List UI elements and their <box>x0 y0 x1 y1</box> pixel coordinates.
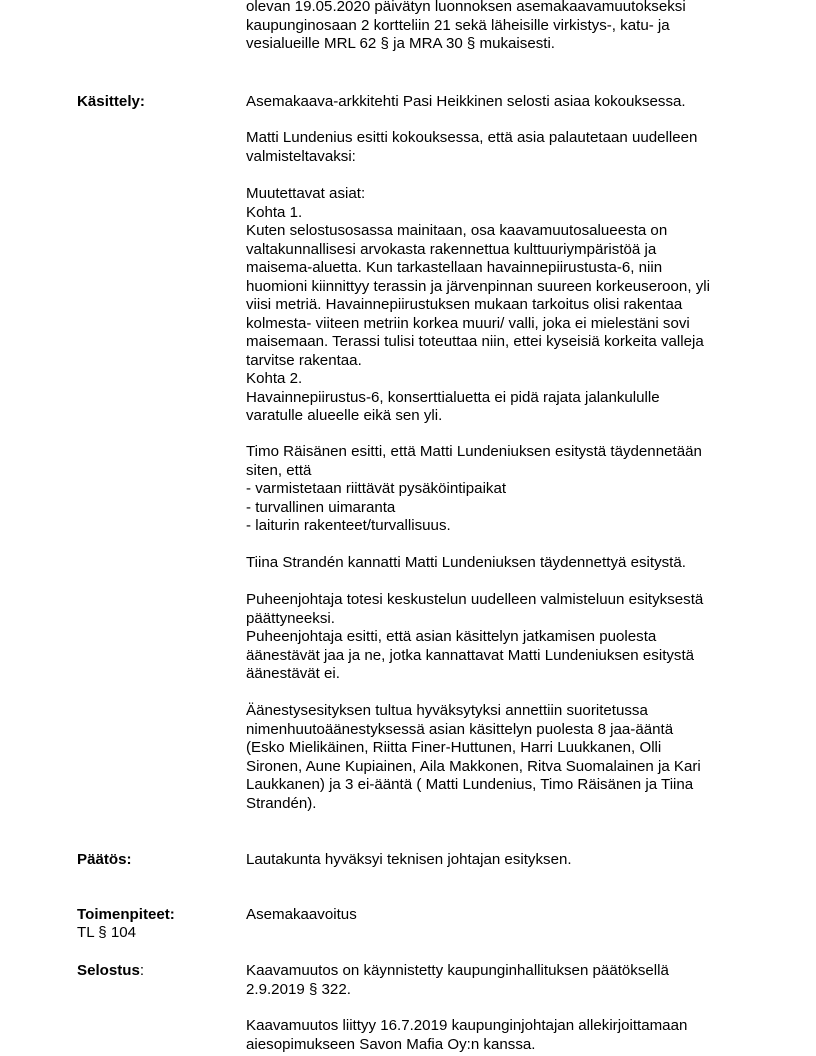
toimenpiteet-text: Asemakaavoitus <box>246 906 357 923</box>
text-line: vesialueille MRL 62 § ja MRA 30 § mukaisesti. <box>246 35 556 52</box>
text-line: Kohta 2. <box>246 370 303 387</box>
text-line: äänestävät ei. <box>246 665 340 682</box>
text-line: Äänestysesityksen tultua hyväksytyksi annettiin suoritetussa <box>246 702 648 719</box>
kasittely-paragraph-7 <box>246 702 786 813</box>
text-line: valmisteltavaksi: <box>246 147 356 165</box>
kasittely-paragraph-6 <box>246 591 786 684</box>
selostus-label-colon: : <box>139 962 145 979</box>
text-line: maisemaan. Terassi tulisi toteuttaa niin, ettei kyseisiä korkeita valleja <box>246 333 704 350</box>
text-line: (Esko Mielikäinen, Riitta Finer-Huttunen, Harri Luukkanen, Olli <box>246 739 662 756</box>
text-line: tarvitse rakentaa. <box>246 351 362 369</box>
text-line: Tiina Strandén kannatti Matti Lundeniuksen täydennettyä esitystä. <box>246 554 686 571</box>
text-line: kaupunginosaan 2 kortteliin 21 sekä läheisille virkistys-, katu- ja <box>246 16 670 34</box>
selostus-paragraph-2 <box>246 1017 786 1054</box>
selostus-label-text: Selostus <box>77 962 140 979</box>
kasittely-paragraph-4 <box>246 443 786 536</box>
text-line: aiesopimukseen Savon Mafia Oy:n kanssa. <box>246 1035 536 1053</box>
text-line: päättyneeksi. <box>246 609 335 627</box>
text-line: Strandén). <box>246 794 317 812</box>
text-line: Laukkanen) ja 3 ei-ääntä ( Matti Lundenius, Timo Räisänen ja Tiina <box>246 776 694 793</box>
text-line: siten, että <box>246 461 312 479</box>
text-line: nimenhuutoäänestyksessä asian käsittelyn puolesta 8 jaa-ääntä <box>246 720 674 738</box>
text-line: Kohta 1. <box>246 203 303 221</box>
paatos-text: Lautakunta hyväksyi teknisen johtajan esityksen. <box>246 851 572 868</box>
text-line: Matti Lundenius esitti kokouksessa, että asia palautetaan uudelleen <box>246 129 698 146</box>
kasittely-paragraph-2 <box>246 129 786 166</box>
toimenpiteet-sublabel: TL § 104 <box>77 924 137 941</box>
text-line: maisema-aluetta. Kun tarkastellaan havainnepiirustusta-6, niin <box>246 259 663 276</box>
text-line: olevan 19.05.2020 päivätyn luonnoksen asemakaavamuutokseksi <box>246 0 686 15</box>
text-line: Sironen, Aune Kupiainen, Aila Makkonen, Ritva Suomalainen ja Kari <box>246 757 701 775</box>
text-line: Kaavamuutos liittyy 16.7.2019 kaupunginjohtajan allekirjoittamaan <box>246 1017 688 1034</box>
text-line: huomioni kiinnittyy terassin ja järvenpinnan suureen korkeuseroon, yli <box>246 277 710 295</box>
text-line: Muutettavat asiat: <box>246 185 366 202</box>
text-line: kolmesta- viiteen metriin korkea muuri/ valli, joka ei mielestäni sovi <box>246 314 690 332</box>
toimenpiteet-label: Toimenpiteet: <box>77 906 175 923</box>
paatos-label: Päätös: <box>77 851 132 868</box>
text-line: 2.9.2019 § 322. <box>246 980 351 998</box>
text-line: Havainnepiirustus-6, konserttialuetta ei pidä rajata jalankululle <box>246 388 660 406</box>
text-line: viisi metriä. Havainnepiirustuksen mukaan tarkoitus olisi rakentaa <box>246 296 683 313</box>
text-line: valtakunnallisesi arvokasta rakennettua kulttuuriympäristöä ja <box>246 240 657 258</box>
selostus-paragraph-1 <box>246 962 786 999</box>
text-line: - varmistetaan riittävät pysäköintipaikat <box>246 480 507 497</box>
text-line: varatulle alueelle eikä sen yli. <box>246 407 443 424</box>
text-line: - turvallinen uimaranta <box>246 498 396 516</box>
text-line: Kuten selostusosassa mainitaan, osa kaavamuutosalueesta on <box>246 222 668 239</box>
kasittely-paragraph-3 <box>246 185 786 426</box>
text-line: Puheenjohtaja totesi keskustelun uudelleen valmisteluun esityksestä <box>246 591 704 608</box>
text-line: Timo Räisänen esitti, että Matti Lundeniuksen esitystä täydennetään <box>246 443 702 460</box>
text-line: äänestävät jaa ja ne, jotka kannattavat Matti Lundeniuksen esitystä <box>246 646 695 664</box>
kasittely-label: Käsittely: <box>77 93 145 110</box>
selostus-label <box>77 962 237 981</box>
text-line: Kaavamuutos on käynnistetty kaupunginhallituksen päätöksellä <box>246 962 669 979</box>
kasittely-paragraph-5 <box>246 554 786 573</box>
text-line: Asemakaava-arkkitehti Pasi Heikkinen selosti asiaa kokouksessa. <box>246 93 686 110</box>
text-line: - laiturin rakenteet/turvallisuus. <box>246 517 451 534</box>
kasittely-paragraph-1 <box>246 93 786 112</box>
text-line: Puheenjohtaja esitti, että asian käsittelyn jatkamisen puolesta <box>246 628 657 645</box>
intro-paragraph <box>246 0 786 54</box>
